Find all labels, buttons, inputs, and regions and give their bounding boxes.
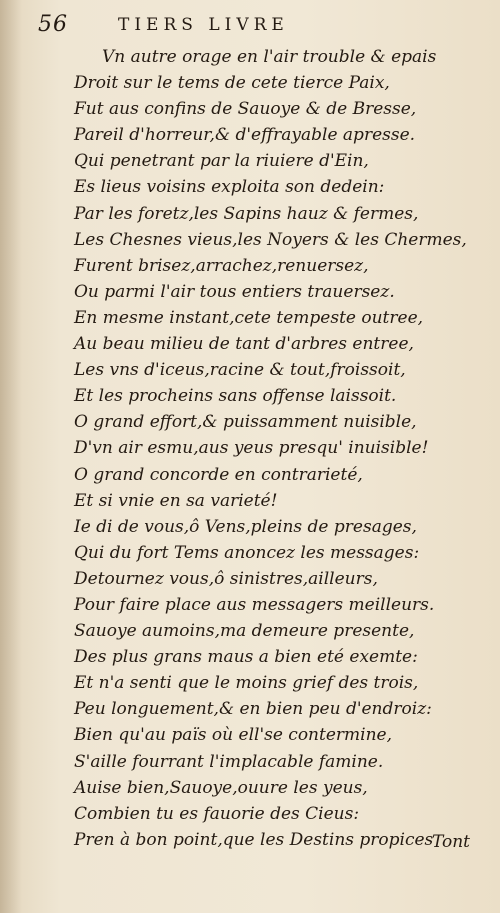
verse-line: Et si vnie en sa varieté! [74,490,278,511]
verse-line: Bien qu'au païs où ell'se contermine, [74,725,392,746]
verse-line: Droit sur le tems de cete tierce Paix, [74,73,390,94]
verse-line: En mesme instant,cete tempeste outree, [74,307,424,328]
verse-line: Qui penetrant par la riuiere d'Ein, [74,151,369,172]
verse-line: S'aille fourrant l'implacable famine. [74,751,384,772]
verse-line: Vn autre orage en l'air trouble & epais [102,47,437,67]
verse-line: Pour faire place aus messagers meilleurs. [74,594,435,615]
verse-line: O grand concorde en contrarieté, [74,464,363,485]
verse-line: D'vn air esmu,aus yeus presqu' inuisible! [74,438,429,459]
verse-line: Par les foretz,les Sapins hauz & fermes, [74,203,419,224]
verse-line: Furent brisez,arrachez,renuersez, [74,255,369,276]
verse-text [60,44,480,853]
verse-line: O grand effort,& puissamment nuisible, [74,412,417,433]
verse-line: Fut aus confins de Sauoye & de Bresse, [74,99,417,120]
verse-line: Peu longuement,& en bien peu d'endroiz: [74,699,432,720]
verse-line: Sauoye aumoins,ma demeure presente, [74,621,415,642]
verse-line: Les vns d'iceus,racine & tout,froissoit, [74,360,406,381]
verse-line: Combien tu es fauorie des Cieus: [74,803,360,824]
verse-line: Pareil d'horreur,& d'effrayable apresse. [74,125,416,146]
verse-line: Et les procheins sans offense laissoit. [74,386,397,407]
verse-line: Ie di de vous,ô Vens,pleins de presages, [74,516,417,537]
verse-line: Les Chesnes vieus,les Noyers & les Chermes, [74,229,467,250]
verse-line: Ou parmi l'air tous entiers trauersez. [74,281,395,302]
verse-line: Detournez vous,ô sinistres,ailleurs, [74,568,378,589]
verse-line: Des plus grans maus a bien eté exemte: [74,647,418,668]
verse-line: Es lieus voisins exploita son dedein: [74,177,385,198]
gutter-shadow [0,0,22,913]
verse-line: Au beau milieu de tant d'arbres entree, [74,334,414,355]
verse-line: Qui du fort Tems anoncez les messages: [74,542,420,563]
verse-line: Auise bien,Sauoye,ouure les yeus, [74,777,368,798]
verse-line: Pren à bon point,que les Destins propices [74,829,434,850]
page-header [38,12,480,42]
catchword: Tont [431,832,470,852]
running-head: TIERS LIVRE [118,15,289,35]
page-number: 56 [38,12,68,37]
verse-line: Et n'a senti que le moins grief des trois, [74,673,419,694]
